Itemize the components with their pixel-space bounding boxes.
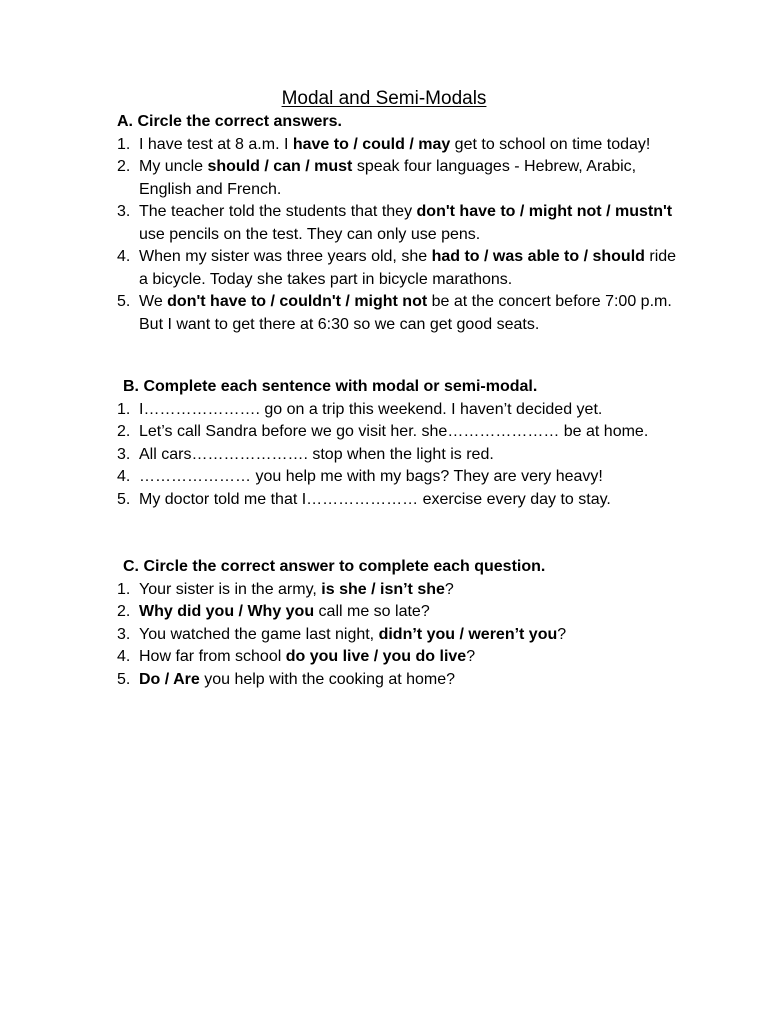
item-text: ?	[466, 648, 476, 665]
item-text: Your sister is in the army,	[139, 580, 322, 598]
item-text: ride a bicycle. Today she takes part in bicycle marathons.	[139, 248, 677, 288]
answer-options: is she / isn’t she	[321, 580, 445, 598]
section-c-item-5	[0, 669, 679, 692]
section-b-item-1	[0, 399, 679, 422]
item-text: My doctor told me that I………………… exercise every day to stay.	[139, 490, 611, 508]
section-a-item-5	[0, 291, 679, 336]
section-b-item-5	[0, 489, 679, 512]
answer-options: should / can / must	[207, 158, 353, 175]
section-c	[0, 556, 768, 691]
item-text: Let’s call Sandra before we go visit her. she………………… be at home.	[139, 423, 649, 440]
item-number: 5.	[117, 670, 131, 688]
item-text: ?	[444, 580, 454, 598]
answer-options: Why did you / Why you	[139, 603, 315, 620]
section-c-item-2	[0, 601, 679, 624]
section-c-item-4	[0, 646, 679, 669]
section-a-list	[0, 134, 768, 337]
item-text: ?	[557, 625, 567, 643]
page-title-text: Modal and Semi-Modals	[281, 88, 487, 109]
item-number: 3.	[117, 203, 131, 220]
item-text: I have test at 8 a.m. I	[139, 135, 293, 153]
section-a-item-1	[0, 134, 679, 157]
answer-options: didn’t you / weren’t you	[378, 625, 558, 643]
answer-options: had to / was able to / should	[431, 248, 645, 265]
answer-options: Do / Are	[139, 670, 200, 688]
section-c-heading: C. Circle the correct answer to complete each question.	[123, 558, 546, 575]
item-text: How far from school	[139, 648, 286, 665]
item-number: 4.	[117, 248, 131, 265]
item-text: My uncle	[139, 158, 208, 175]
item-text: speak four languages - Hebrew, Arabic, English and French.	[139, 158, 637, 198]
section-a-item-4	[0, 246, 679, 291]
item-text: use pencils on the test. They can only use pens.	[139, 225, 481, 243]
item-text: you help with the cooking at home?	[199, 670, 456, 688]
item-text: call me so late?	[314, 603, 430, 620]
section-a	[0, 111, 768, 336]
section-b-item-2	[0, 421, 679, 444]
item-text: The teacher told the students that they	[139, 203, 417, 220]
item-number: 4.	[117, 648, 131, 665]
section-b-list	[0, 399, 768, 512]
item-number: 5.	[117, 293, 131, 310]
item-text: be at the concert before 7:00 p.m. But I want to get there at 6:30 so we can get good seats.	[139, 293, 672, 333]
item-text: get to school on time today!	[450, 135, 651, 153]
item-number: 5.	[117, 490, 131, 508]
item-number: 2.	[117, 158, 131, 175]
answer-options: don't have to / might not / mustn't	[416, 203, 673, 220]
section-a-heading: A. Circle the correct answers.	[117, 113, 342, 130]
page-title	[0, 88, 768, 110]
item-number: 2.	[117, 423, 131, 440]
answer-options: don't have to / couldn't / might not	[167, 293, 428, 310]
item-text: We	[139, 293, 168, 310]
section-c-item-1	[0, 579, 679, 602]
section-b-item-3	[0, 444, 679, 467]
item-text: ………………… you help me with my bags? They are very heavy!	[139, 468, 603, 485]
section-c-list	[0, 579, 768, 692]
item-number: 4.	[117, 468, 131, 485]
section-a-item-2	[0, 156, 679, 201]
answer-options: do you live / you do live	[285, 648, 467, 665]
answer-options: have to / could / may	[292, 135, 451, 153]
item-text: When my sister was three years old, she	[139, 248, 432, 265]
item-text: All cars…………………. stop when the light is red.	[139, 445, 494, 463]
item-number: 1.	[117, 580, 131, 598]
section-c-item-3	[0, 624, 679, 647]
section-b	[0, 376, 768, 511]
item-number: 2.	[117, 603, 131, 620]
item-text: I…………………. go on a trip this weekend. I haven’t decided yet.	[139, 400, 603, 418]
item-number: 1.	[117, 400, 131, 418]
section-a-item-3	[0, 201, 679, 246]
section-b-heading: B. Complete each sentence with modal or semi-modal.	[123, 378, 538, 395]
item-number: 3.	[117, 625, 131, 643]
item-number: 1.	[117, 135, 131, 153]
section-b-item-4	[0, 466, 679, 489]
item-number: 3.	[117, 445, 131, 463]
item-text: You watched the game last night,	[139, 625, 379, 643]
